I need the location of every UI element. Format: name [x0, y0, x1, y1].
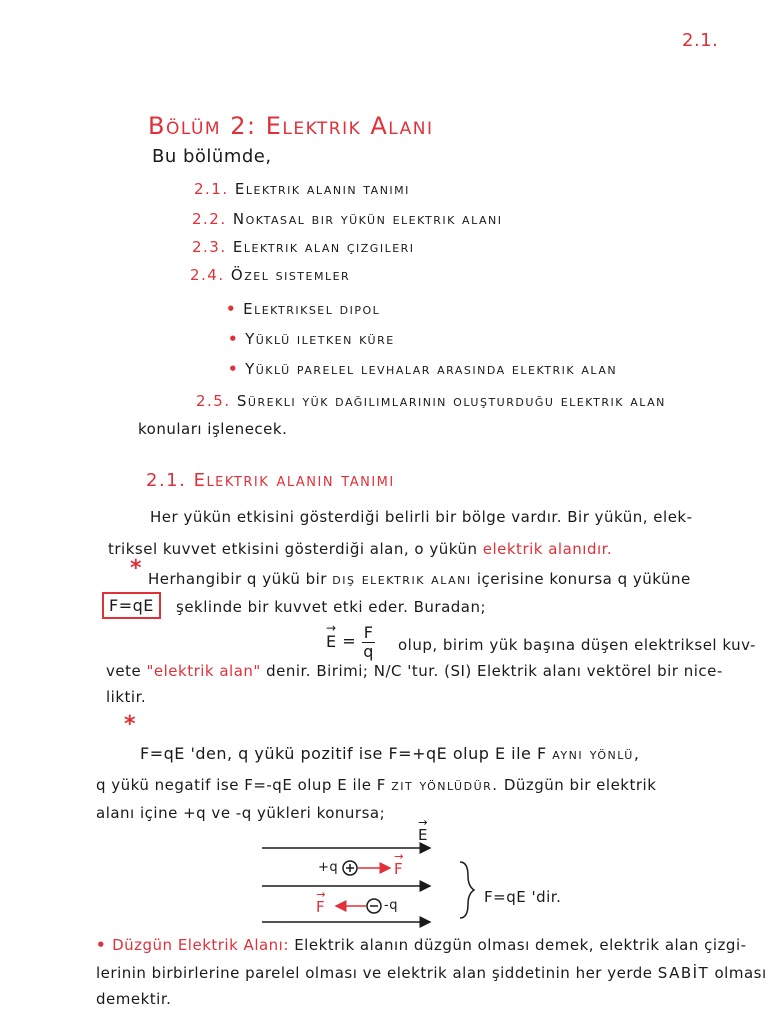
highlight-text: "elektrik alan": [146, 662, 261, 680]
final-line-3: demektir.: [96, 990, 172, 1008]
subitem-text: Elektriksel dipol: [243, 300, 381, 318]
fraction-numerator: F: [363, 623, 374, 642]
section-title: 2.1. Elektrik alanın tanımı: [146, 470, 395, 491]
vector-f: → F: [316, 898, 325, 916]
paragraph-2-line-5: liktir.: [106, 688, 147, 706]
text-span: vete: [106, 662, 147, 680]
brace: [460, 862, 474, 918]
toc-num: 2.1.: [194, 180, 229, 198]
diagram-result: F=qE 'dir.: [484, 888, 562, 906]
vector-e: → E: [326, 632, 337, 651]
text-span: aynı yönlü,: [552, 744, 641, 763]
paragraph-1-line-1: Her yükün etkisini gösterdiği belirli bir bölge vardır. Bir yükün, elek-: [150, 508, 693, 526]
field-label: [418, 826, 428, 844]
negative-charge-label: -q: [384, 898, 398, 913]
star-icon: *: [130, 556, 142, 581]
subitem-3: • Yüklü parelel levhalar arasında elektrik alan: [228, 360, 618, 378]
star-icon: *: [124, 712, 136, 737]
text-span: içerisine konursa q yüküne: [471, 570, 691, 588]
text-span: olması: [709, 964, 767, 982]
paragraph-3-line-1: [140, 744, 640, 763]
formula-field-definition: → E = $\frac{F}{q}$: [326, 624, 375, 660]
final-line-2: [96, 964, 767, 982]
page-number: 2.1.: [682, 30, 719, 51]
toc-item-2: [192, 210, 502, 228]
toc-text: Noktasal bir yükün elektrik alanı: [232, 210, 503, 228]
toc-end-text: konuları işlenecek.: [138, 420, 288, 438]
subitem-text: Yüklü iletken küre: [245, 330, 395, 348]
paragraph-2-line-4: [106, 662, 723, 680]
text-span: dış elektrik alanı: [332, 570, 472, 588]
intro-text: Bu bölümde,: [152, 146, 272, 167]
boxed-formula: F=qE: [102, 592, 161, 619]
formula-box: [102, 596, 161, 615]
subitem-2: • Yüklü iletken küre: [228, 330, 395, 348]
text-span: Düzgün bir elektrik: [498, 776, 657, 794]
toc-item-5: [196, 392, 666, 410]
text-span: Elektrik alanın düzgün olması demek, elektrik alan çizgi-: [288, 936, 747, 954]
toc-num: 2.2.: [192, 210, 227, 228]
fraction: [362, 624, 376, 660]
subitem-1: • Elektriksel dipol: [226, 300, 381, 318]
text-span: q yükü negatif ise F=-qE olup E ile F: [96, 776, 392, 794]
text-span: denir. Birimi; N/C 'tur. (SI) Elektrik alanı vektörel bir nice-: [260, 662, 723, 680]
toc-text: Elektrik alan çizgileri: [232, 238, 415, 256]
toc-text: Sürekli yük dağılımlarının oluşturduğu elektrik alan: [236, 392, 666, 410]
toc-text: Özel sistemler: [230, 266, 351, 284]
toc-num: 2.4.: [190, 266, 225, 284]
toc-item-4: [190, 266, 350, 284]
paragraph-2-line-3: olup, birim yük başına düşen elektriksel kuv-: [398, 636, 756, 654]
toc-item-1: [194, 180, 410, 198]
toc-num: 2.5.: [196, 392, 231, 410]
text-span: SABİT: [657, 964, 710, 982]
vector-f: → F: [394, 860, 403, 878]
chapter-title: Bölüm 2: Elektrik Alanı: [148, 112, 434, 140]
text-span: F=qE 'den, q yükü pozitif ise F=+qE olup E ile F: [140, 744, 553, 763]
text-span: Herhangibir q yükü bir: [148, 570, 333, 588]
highlight-text: elektrik alanıdır.: [482, 540, 613, 558]
positive-charge-label: +q: [318, 860, 339, 875]
vector-e: → E: [418, 826, 428, 844]
paragraph-2-line-2: şeklinde bir kuvvet etki eder. Buradan;: [176, 598, 487, 616]
toc-text: Elektrik alanın tanımı: [234, 180, 410, 198]
paragraph-3-line-3: alanı içine +q ve -q yükleri konursa;: [96, 804, 386, 822]
negative-force-label: [316, 898, 325, 916]
subitem-text: Yüklü parelel levhalar arasında elektrik alan: [245, 360, 618, 378]
toc-item-3: [192, 238, 415, 256]
text-span: zıt yönlüdür.: [391, 776, 499, 794]
text-span: triksel kuvvet etkisini gösterdiği alan, o yükün: [108, 540, 483, 558]
text-span: lerinin birbirlerine parelel olması ve elektrik alan şiddetinin her yerde: [96, 964, 658, 982]
paragraph-2-line-1: [148, 570, 691, 588]
fraction-denominator: q: [363, 641, 374, 661]
paragraph-1-line-2: [108, 540, 612, 558]
positive-force-label: [394, 860, 403, 878]
final-line-1: • Düzgün Elektrik Alanı: Elektrik alanın düzgün olması demek, elektrik alan çizgi-: [96, 936, 747, 954]
paragraph-3-line-2: [96, 776, 656, 794]
toc-num: 2.3.: [192, 238, 227, 256]
highlight-text: Düzgün Elektrik Alanı:: [112, 936, 289, 954]
